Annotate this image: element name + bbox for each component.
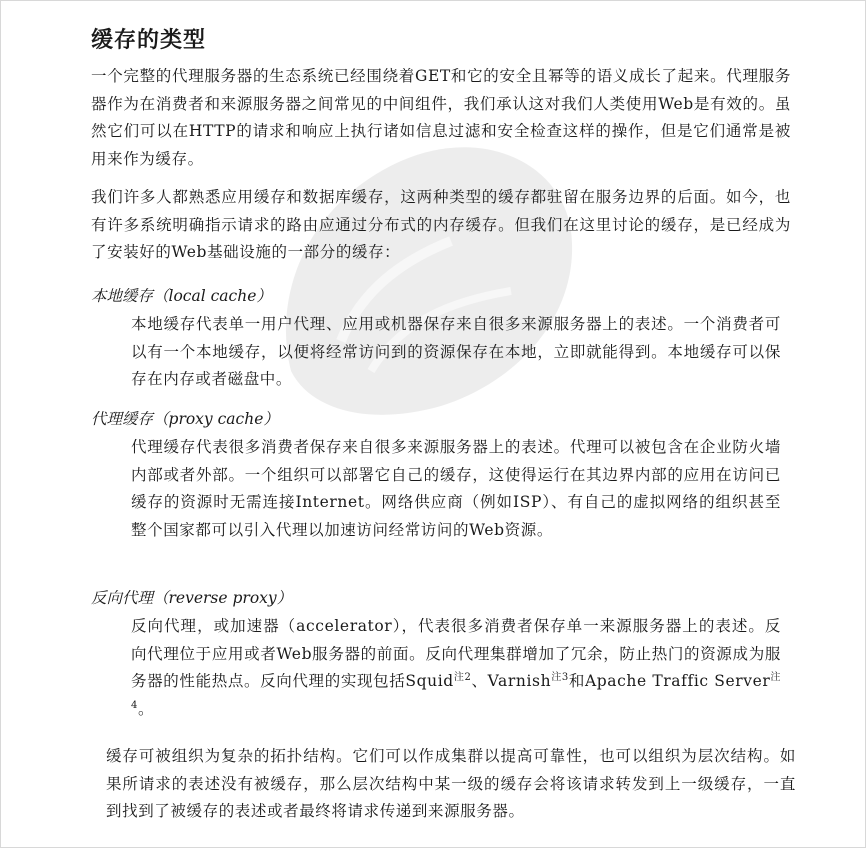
section-title: 缓存的类型 xyxy=(91,28,207,53)
term-english: （reverse proxy） xyxy=(153,589,293,607)
term-name: 代理缓存 xyxy=(91,410,154,428)
footnote-ref: 注4 xyxy=(131,671,782,711)
term-name: 本地缓存 xyxy=(91,287,154,305)
term-reverse-proxy xyxy=(91,586,292,610)
cache-types-paragraph: 我们许多人都熟悉应用缓存和数据库缓存，这两种类型的缓存都驻留在服务边界的后面。如今，也有许多系统明确指示请求的路由应通过分布式的内存缓存。但我们在这里讨论的缓存，是已经成为了安装好的Web基础设施的一部分的缓存： xyxy=(91,188,791,261)
reverse-proxy-description xyxy=(131,613,781,723)
closing-paragraph: 缓存可被组织为复杂的拓扑结构。它们可以作成集群以提高可靠性，也可以组织为层次结构。如果所请求的表述没有被缓存，那么层次结构中某一级的缓存会将该请求转发到上一级缓存，一直到找到了被缓存的表述或者最终将请求传递到来源服务器。 xyxy=(106,747,796,820)
term-local-cache xyxy=(91,284,272,308)
term-proxy-cache xyxy=(91,407,279,431)
term-english: （local cache） xyxy=(153,287,272,305)
reverse-proxy-text: 反向代理，或加速器（accelerator），代表很多消费者保存单一来源服务器上的表述。反向代理位于应用或者Web服务器的前面。反向代理集群增加了冗余，防止热门的资源成为服务器的性能热点。反向代理的实现包括Squid xyxy=(131,617,781,690)
reverse-proxy-text: 、Varnish xyxy=(471,672,552,690)
term-name: 反向代理 xyxy=(91,589,154,607)
reverse-proxy-text: 和Apache Traffic Server xyxy=(568,672,771,690)
reverse-proxy-text: 。 xyxy=(137,699,155,718)
term-english: （proxy cache） xyxy=(153,410,279,428)
footnote-ref: 注2 xyxy=(453,671,472,683)
proxy-cache-description: 代理缓存代表很多消费者保存来自很多来源服务器上的表述。代理可以被包含在企业防火墙内部或者外部。一个组织可以部署它自己的缓存，这使得运行在其边界内部的应用在访问已缓存的资源时无需连接Internet。网络供应商（例如ISP）、有自己的虚拟网络的组织甚至整个国家都可以引入代理以加速访问经常访问的Web资源。 xyxy=(131,438,781,539)
local-cache-description: 本地缓存代表单一用户代理、应用或机器保存来自很多来源服务器上的表述。一个消费者可以有一个本地缓存，以便将经常访问到的资源保存在本地，立即就能得到。本地缓存可以保存在内存或者磁盘中。 xyxy=(131,315,781,388)
intro-paragraph: 一个完整的代理服务器的生态系统已经围绕着GET和它的安全且幂等的语义成长了起来。代理服务器作为在消费者和来源服务器之间常见的中间组件，我们承认这对我们人类使用Web是有效的。虽然它们可以在HTTP的请求和响应上执行诸如信息过滤和安全检查这样的操作，但是它们通常是被用来作为缓存。 xyxy=(91,67,791,168)
footnote-ref: 注3 xyxy=(551,671,569,683)
